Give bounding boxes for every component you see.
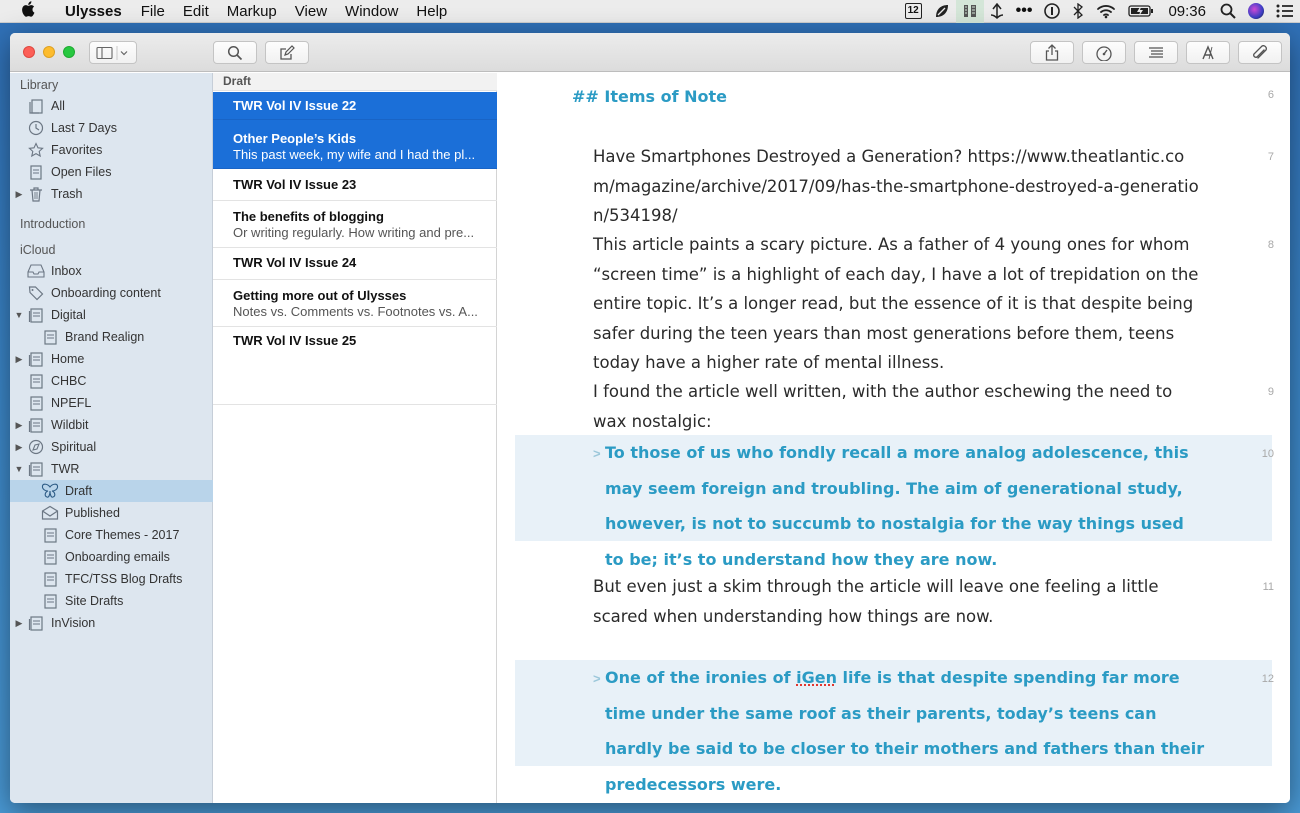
compass-icon <box>27 438 45 456</box>
disclosure-triangle-icon[interactable]: ▶ <box>15 419 23 430</box>
sidebar-toggle-button[interactable] <box>89 41 137 64</box>
disclosure-triangle-open-icon[interactable]: ▼ <box>14 310 24 320</box>
window-toolbar <box>10 33 1290 72</box>
group-icon <box>41 570 59 588</box>
calendar-icon[interactable]: 12 <box>899 0 928 23</box>
library-section-header: Library <box>20 78 59 92</box>
wifi-icon[interactable] <box>1090 0 1122 23</box>
window-menu[interactable]: Window <box>345 2 399 20</box>
library-item-brand-realign[interactable]: Brand Realign <box>10 326 213 348</box>
quote-marker: > <box>593 446 601 461</box>
library-item-spiritual[interactable]: ▶ Spiritual <box>15 440 97 454</box>
sheet-item[interactable] <box>213 92 497 120</box>
status-area <box>899 0 1300 23</box>
disclosure-triangle-icon[interactable]: ▶ <box>15 353 23 364</box>
library-item-invision[interactable]: ▶ InVision <box>15 616 96 630</box>
library-item-all[interactable]: All <box>10 95 213 117</box>
siri-icon[interactable] <box>1242 0 1270 23</box>
disclosure-triangle-icon[interactable]: ▶ <box>15 617 23 628</box>
editor-paragraph[interactable]: I found the article well written, with the author eschewing the need to wax nostalgic: <box>593 382 1173 431</box>
sheet-title: Other People’s Kids <box>233 131 357 146</box>
zoom-window-button[interactable] <box>63 46 75 58</box>
line-number: 9 <box>1267 386 1274 398</box>
group-icon <box>27 372 45 390</box>
sheet-title: TWR Vol IV Issue 24 <box>233 255 357 270</box>
dashboard-button[interactable] <box>1082 41 1126 64</box>
editor-heading[interactable]: ## Items of Note <box>572 87 728 106</box>
line-number: 8 <box>1267 239 1274 251</box>
line-number: 11 <box>1262 581 1274 593</box>
sheet-excerpt: Or writing regularly. How writing and pre... <box>233 225 475 240</box>
sheet-excerpt: This past week, my wife and I had the pl... <box>233 147 476 162</box>
sheet-title: TWR Vol IV Issue 23 <box>233 177 357 192</box>
sheet-item[interactable] <box>213 327 497 405</box>
sheet-title: The benefits of blogging <box>233 209 384 224</box>
sheet-title: Getting more out of Ulysses <box>233 288 407 303</box>
trash-icon <box>27 185 45 203</box>
library-item-published[interactable]: Published <box>10 502 213 524</box>
introduction-section-header[interactable]: Introduction <box>20 217 86 231</box>
library-item-last-7-days[interactable]: Last 7 Days <box>10 117 213 139</box>
editor-pane[interactable] <box>497 73 1290 803</box>
ulysses-status-icon[interactable] <box>956 0 984 23</box>
battery-icon[interactable] <box>1122 0 1160 23</box>
group-icon <box>41 526 59 544</box>
library-item-favorites[interactable]: Favorites <box>10 139 213 161</box>
stack-icon <box>27 97 45 115</box>
line-number: 7 <box>1267 151 1274 163</box>
library-item-trash[interactable]: ▶ Trash <box>15 187 83 201</box>
outline-button[interactable] <box>1134 41 1178 64</box>
line-number: 6 <box>1267 89 1274 101</box>
app-menu[interactable]: Ulysses <box>65 2 122 20</box>
inbox-icon <box>27 262 45 280</box>
quote-text[interactable]: To those of us who fondly recall a more analog adolescence, this may seem foreign and troubling. The aim of generational study, however, is not to succumb to nostalgia for the way things used to be; it’s to understand how they are now. <box>605 443 1189 569</box>
sheet-title: TWR Vol IV Issue 22 <box>233 98 357 113</box>
anchor-icon[interactable] <box>984 0 1010 23</box>
search-button[interactable] <box>213 41 257 64</box>
sheet-list <box>213 73 497 803</box>
block-quote[interactable] <box>515 435 1272 569</box>
library-item-twr[interactable]: ▼ TWR <box>14 462 80 476</box>
library-item-draft[interactable]: Draft <box>10 480 213 502</box>
group-icon <box>41 548 59 566</box>
file-menu[interactable]: File <box>140 2 165 20</box>
editor-paragraph[interactable]: But even just a skim through the article will leave one feeling a little scared when understanding how things are now. <box>593 577 1159 626</box>
group-icon <box>27 350 45 368</box>
library-item-home[interactable]: ▶ Home <box>15 352 85 366</box>
library-item-site-drafts[interactable]: Site Drafts <box>10 590 213 612</box>
clock[interactable]: 09:36 <box>1168 2 1206 20</box>
leaf-icon[interactable] <box>928 0 956 23</box>
library-item-open-files[interactable]: Open Files <box>10 161 213 183</box>
apple-icon[interactable] <box>0 1 56 21</box>
group-icon <box>27 416 45 434</box>
group-icon <box>27 394 45 412</box>
share-button[interactable] <box>1030 41 1074 64</box>
library-item-inbox[interactable]: Inbox <box>10 260 213 282</box>
group-icon <box>27 460 45 478</box>
quote-marker: > <box>593 671 601 686</box>
spotlight-search-icon[interactable] <box>1214 0 1242 23</box>
sheet-list-header: Draft <box>213 73 497 91</box>
library-item-digital[interactable]: ▼ Digital <box>14 308 86 322</box>
sheet-excerpt: Notes vs. Comments vs. Footnotes vs. A... <box>233 304 478 319</box>
tag-icon <box>27 284 45 302</box>
group-icon <box>27 306 45 324</box>
sheet-item[interactable] <box>213 280 497 327</box>
library-item-npefl[interactable]: NPEFL <box>10 392 213 414</box>
line-number: 12 <box>1261 673 1274 685</box>
open-files-icon <box>27 163 45 181</box>
editor-paragraph[interactable]: Have Smartphones Destroyed a Generation? https://www.theatlantic.com/magazine/archive/2017/09/has-the-smartphone-destroyed-a-generation/534198/ <box>593 147 1199 225</box>
group-icon <box>27 614 45 632</box>
library-item-onboarding-content[interactable]: Onboarding content <box>10 282 213 304</box>
help-menu[interactable]: Help <box>416 2 448 20</box>
sheet-item[interactable] <box>213 120 497 169</box>
bluetooth-icon[interactable] <box>1066 0 1090 23</box>
disclosure-triangle-open-icon[interactable]: ▼ <box>14 464 24 474</box>
close-window-button[interactable] <box>23 46 35 58</box>
menu-bar <box>0 0 1300 23</box>
block-quote[interactable] <box>515 660 1272 794</box>
quote-text[interactable]: One of the ironies of iGen life is that despite spending far more time under the same roof as their parents, today’s teens can hardly be said to be closer to their mothers and fathers than their predecessors were. <box>605 668 1205 794</box>
edit-menu[interactable]: Edit <box>182 2 209 20</box>
editor-paragraph[interactable]: This article paints a scary picture. As a father of 4 young ones for whom “screen time” is a highlight of each day, I have a lot of trepidation on the entire topic. It’s a longer read, but the essence of it is that despite being safer during the teen years than most generations before them, teens today have a higher rate of mental illness. <box>593 235 1199 372</box>
onepassword-icon[interactable] <box>1038 0 1066 23</box>
notification-center-icon[interactable] <box>1270 0 1300 23</box>
line-number: 10 <box>1261 448 1274 460</box>
group-icon <box>41 592 59 610</box>
disclosure-triangle-icon[interactable]: ▶ <box>15 441 23 452</box>
library-sidebar <box>10 73 213 803</box>
ulysses-window <box>10 33 1290 803</box>
library-item-tfc-tss-blog-drafts[interactable]: TFC/TSS Blog Drafts <box>10 568 213 590</box>
library-item-core-themes[interactable]: Core Themes - 2017 <box>10 524 213 546</box>
markup-menu[interactable]: Markup <box>226 2 277 20</box>
sheet-item[interactable] <box>213 248 497 280</box>
icloud-section-header: iCloud <box>20 243 56 257</box>
group-icon <box>41 328 59 346</box>
library-item-wildbit[interactable]: ▶ Wildbit <box>15 418 89 432</box>
disclosure-triangle-icon[interactable]: ▶ <box>15 188 23 199</box>
new-sheet-button[interactable] <box>265 41 309 64</box>
attachments-button[interactable] <box>1238 41 1282 64</box>
butterfly-icon <box>41 482 59 500</box>
envelope-icon <box>41 504 59 522</box>
typewriter-style-button[interactable] <box>1186 41 1230 64</box>
clock-icon <box>27 119 45 137</box>
library-item-onboarding-emails[interactable]: Onboarding emails <box>10 546 213 568</box>
sheet-item[interactable] <box>213 201 497 248</box>
more-icon[interactable]: ••• <box>1015 2 1033 19</box>
minimize-window-button[interactable] <box>43 46 55 58</box>
sheet-title: TWR Vol IV Issue 25 <box>233 333 357 348</box>
view-menu[interactable]: View <box>294 2 328 20</box>
library-item-chbc[interactable]: CHBC <box>10 370 213 392</box>
sheet-item[interactable] <box>213 169 497 201</box>
misspelled-word[interactable]: iGen <box>796 668 837 687</box>
star-icon <box>27 141 45 159</box>
